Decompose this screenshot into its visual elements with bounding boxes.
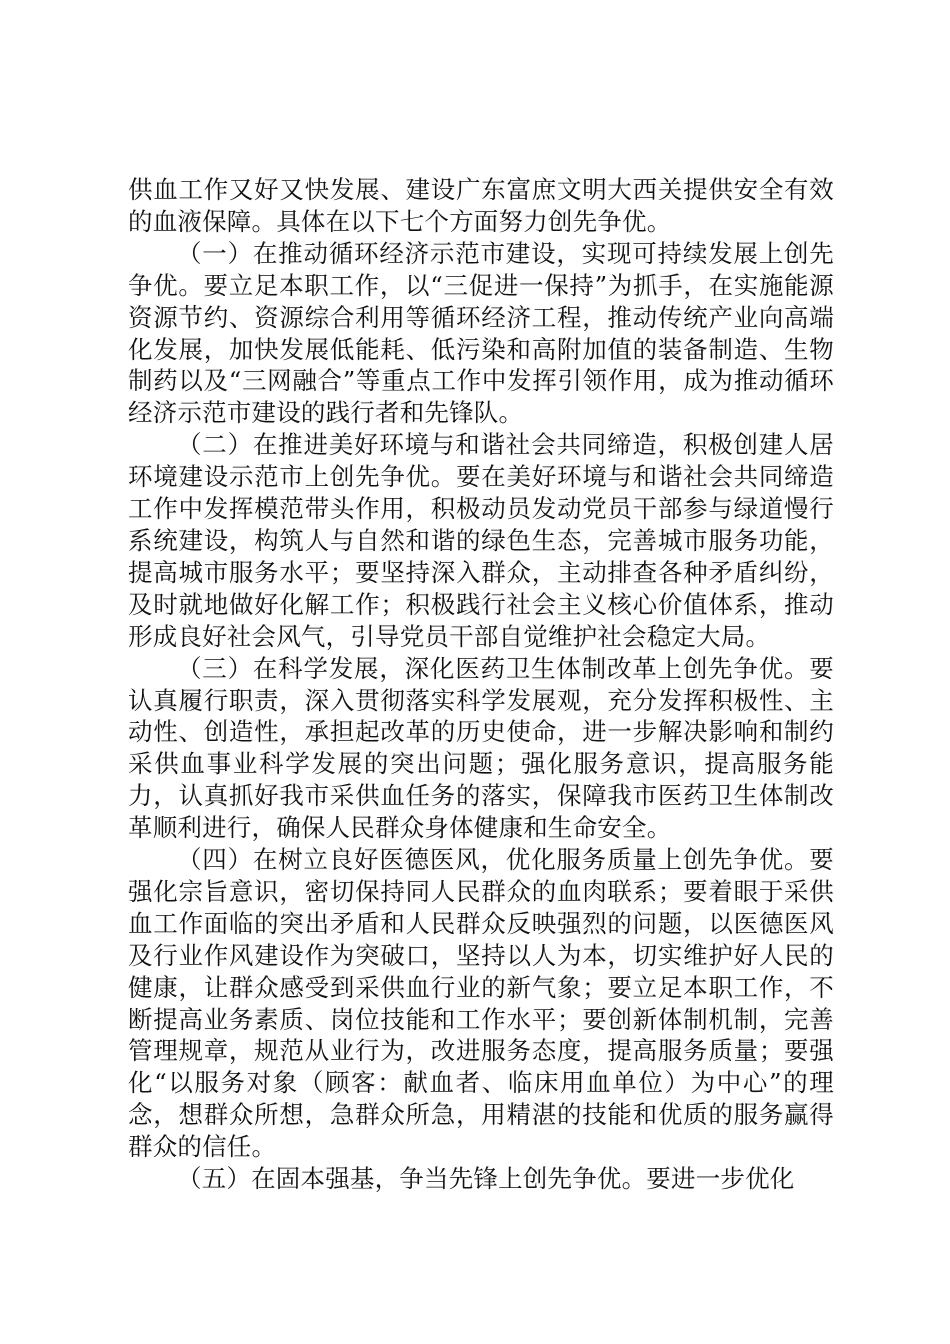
paragraph-item-1: （一）在推动循环经济示范市建设，实现可持续发展上创先争优。要立足本职工作，以“三促进一保持”为抓手，在实施能源资源节约、资源综合利用等循环经济工程，推动传统产业向高端化发展，加快发展低能耗、低污染和高附加值的装备制造、生物制药以及“三网融合”等重点工作中发挥引领作用，成为推动循环经济示范市建设的践行者和先锋队。 — [128, 238, 834, 428]
paragraph-item-5: （五）在固本强基，争当先锋上创先争优。要进一步优化 — [177, 1164, 795, 1194]
paragraph-item-2: （二）在推进美好环境与和谐社会共同缔造，积极创建人居环境建设示范市上创先争优。要在美好环境与和谐社会共同缔造工作中发挥模范带头作用，积极动员发动党员干部参与绿道慢行系统建设，构筑人与自然和谐的绿色生态，完善城市服务功能，提高城市服务水平；要坚持深入群众，主动排查各种矛盾纠纷，及时就地做好化解工作；积极践行社会主义核心价值体系，推动形成良好社会风气，引导党员干部自觉维护社会稳定大局。 — [128, 430, 834, 651]
paragraph-item-4: （四）在树立良好医德医风，优化服务质量上创先争优。要强化宗旨意识，密切保持同人民群众的血肉联系；要着眼于采供血工作面临的突出矛盾和人民群众反映强烈的问题，以医德医风及行业作风建设作为突破口，坚持以人为本，切实维护好人民的健康，让群众感受到采供血行业的新气象；要立足本职工作，不断提高业务素质、岗位技能和工作水平；要创新体制机制，完善管理规章，规范从业行为，改进服务态度，提高服务质量；要强化“以服务对象（顾客：献血者、临床用血单位）为中心”的理念，想群众所想，急群众所急，用精湛的技能和优质的服务赢得群众的信任。 — [128, 845, 834, 1162]
paragraph-item-3: （三）在科学发展，深化医药卫生体制改革上创先争优。要认真履行职责，深入贯彻落实科学发展观，充分发挥积极性、主动性、创造性，承担起改革的历史使命，进一步解决影响和制约采供血事业科学发展的突出问题；强化服务意识，提高服务能力，认真抓好我市采供血任务的落实，保障我市医药卫生体制改革顺利进行，确保人民群众身体健康和生命安全。 — [128, 653, 834, 843]
paragraph-intro-continuation: 供血工作又好又快发展、建设广东富庶文明大西关提供安全有效的血液保障。具体在以下七个方面努力创先争优。 — [128, 175, 834, 236]
document-body — [128, 174, 834, 1195]
